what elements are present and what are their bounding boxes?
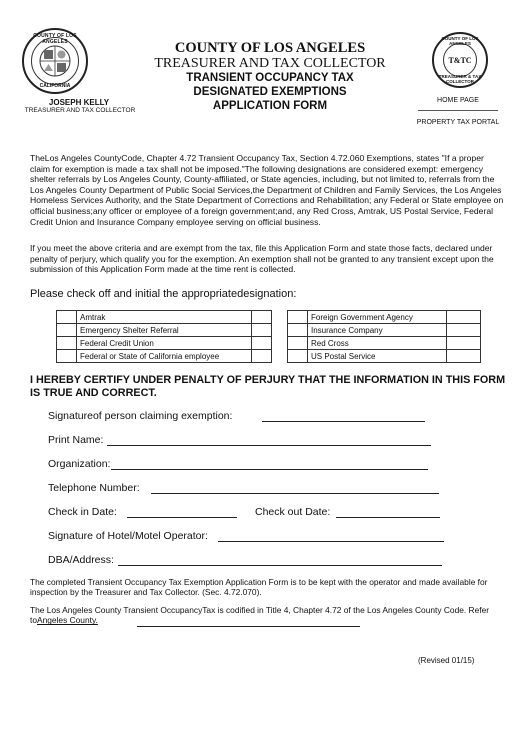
designation-checkbox[interactable] bbox=[57, 324, 77, 337]
hotel-signature-label: Signature of Hotel/Motel Operator: bbox=[48, 530, 208, 542]
county-name: COUNTY OF LOS ANGELES bbox=[174, 40, 366, 56]
organization-label: Organization: bbox=[48, 458, 111, 470]
designation-label: Foreign Government Agency bbox=[308, 311, 447, 324]
county-code-link[interactable]: Angeles County. bbox=[37, 615, 98, 626]
ttc-seal-center: T&TC bbox=[443, 43, 477, 77]
designation-initial-field[interactable] bbox=[252, 324, 272, 337]
hotel-signature-field[interactable] bbox=[218, 541, 444, 542]
table-row bbox=[57, 324, 272, 337]
ttc-seal-logo bbox=[432, 32, 488, 88]
designations-table-right bbox=[287, 310, 481, 363]
dba-address-field[interactable] bbox=[118, 565, 442, 566]
link-divider bbox=[418, 110, 498, 111]
table-row bbox=[57, 350, 272, 363]
designation-label: Amtrak bbox=[77, 311, 252, 324]
designation-initial-field[interactable] bbox=[447, 350, 481, 363]
signature-field[interactable] bbox=[262, 421, 425, 422]
check-in-label: Check in Date: bbox=[48, 506, 117, 518]
print-name-field[interactable] bbox=[107, 445, 431, 446]
designation-initial-field[interactable] bbox=[447, 324, 481, 337]
criteria-paragraph: If you meet the above criteria and are exempt from the tax, file this Application Form and state those facts, declared under penalty of perjury, which qualify you for the exemption. An exemption shall not be granted to any transient except upon the submission of this Application Form made at the time rent is collected. bbox=[30, 243, 494, 275]
table-row bbox=[288, 324, 481, 337]
revision-date: (Revised 01/15) bbox=[418, 656, 475, 665]
designation-initial-field[interactable] bbox=[447, 311, 481, 324]
department-name: TREASURER AND TAX COLLECTOR bbox=[154, 56, 386, 71]
designation-checkbox[interactable] bbox=[288, 350, 308, 363]
designations-table-left bbox=[56, 310, 272, 363]
telephone-label: Telephone Number: bbox=[48, 482, 140, 494]
seal-emblem-icon bbox=[38, 44, 72, 78]
link-underline bbox=[137, 626, 360, 627]
designation-checkbox[interactable] bbox=[288, 324, 308, 337]
organization-field[interactable] bbox=[111, 469, 428, 470]
designation-checkbox[interactable] bbox=[288, 337, 308, 350]
table-row bbox=[288, 337, 481, 350]
signature-label: Signatureof person claiming exemption: bbox=[48, 410, 233, 422]
county-seal-logo bbox=[22, 28, 88, 94]
designation-label: Emergency Shelter Referral bbox=[77, 324, 252, 337]
designation-checkbox[interactable] bbox=[57, 350, 77, 363]
check-out-field[interactable] bbox=[336, 517, 440, 518]
check-heading: Please check off and initial the appropriatedesignation: bbox=[30, 288, 297, 300]
table-row bbox=[57, 337, 272, 350]
telephone-field[interactable] bbox=[151, 493, 439, 494]
intro-paragraph: TheLos Angeles CountyCode, Chapter 4.72 Transient Occupancy Tax, Section 4.72.060 Exemptions, states "If a proper claim for exemption is made a tax shall not be imposed."The following designations are considered exempt: emergency shelter referrals by Los Angeles County, County-affiliated, or State agencies, including, but not limited to, referrals from the Los Angeles County Department of Public Social Services,the Department of Children and Family Services, the Los Angeles Homeless Services Authority, and the State Department of Corrections and Rehabilitation; any Federal or State employee on official business;any officer or employee of a foreign government;and, any Red Cross, Amtrak, US Postal Service, Federal Credit Union and Insurance Company employee serving on official business. bbox=[30, 153, 504, 227]
officer-name: JOSEPH KELLY bbox=[48, 98, 110, 107]
designation-label: Insurance Company bbox=[308, 324, 447, 337]
designation-initial-field[interactable] bbox=[252, 350, 272, 363]
table-row bbox=[288, 350, 481, 363]
check-in-field[interactable] bbox=[127, 517, 237, 518]
home-page-link[interactable]: HOME PAGE bbox=[437, 97, 479, 104]
table-row bbox=[288, 311, 481, 324]
designation-checkbox[interactable] bbox=[57, 337, 77, 350]
codified-note-text: The Los Angeles County Transient OccupancyTax is codified in Title 4, Chapter 4.72 of the Los Angeles County Code. Refer to bbox=[30, 605, 490, 626]
officer-title: TREASURER AND TAX COLLECTOR bbox=[24, 107, 136, 114]
form-title-line-1: TRANSIENT OCCUPANCY TAX bbox=[186, 72, 354, 84]
form-title-line-3: APPLICATION FORM bbox=[212, 100, 328, 112]
seal-ring-top-text: COUNTY OF LOS ANGELES bbox=[33, 33, 77, 45]
table-row bbox=[57, 311, 272, 324]
codified-note bbox=[30, 605, 508, 626]
designation-label: Federal or State of California employee bbox=[77, 350, 252, 363]
designation-initial-field[interactable] bbox=[252, 337, 272, 350]
ttc-seal-ring-bottom-text: TREASURER & TAX COLLECTOR bbox=[438, 74, 482, 84]
designation-label: Federal Credit Union bbox=[77, 337, 252, 350]
form-title-line-2: DESIGNATED EXEMPTIONS bbox=[193, 86, 347, 98]
ttc-seal-ring-top-text: COUNTY OF LOS ANGELES bbox=[441, 36, 479, 46]
designation-label: US Postal Service bbox=[308, 350, 447, 363]
certification-statement: I HEREBY CERTIFY UNDER PENALTY OF PERJURY THAT THE INFORMATION IN THIS FORM IS TRUE AND CORRECT. bbox=[30, 374, 506, 399]
retention-note: The completed Transient Occupancy Tax Exemption Application Form is to be kept with the operator and made available for inspection by the Treasurer and Tax Collector. (Sec. 4.72.070). bbox=[30, 577, 488, 598]
check-out-label: Check out Date: bbox=[255, 506, 331, 518]
dba-address-label: DBA/Address: bbox=[48, 554, 114, 566]
designation-initial-field[interactable] bbox=[252, 311, 272, 324]
print-name-label: Print Name: bbox=[48, 434, 104, 446]
designation-checkbox[interactable] bbox=[288, 311, 308, 324]
designation-label: Red Cross bbox=[308, 337, 447, 350]
property-tax-portal-link[interactable]: PROPERTY TAX PORTAL bbox=[416, 119, 500, 126]
seal-ring-bottom-text: CALIFORNIA bbox=[39, 83, 71, 89]
designation-initial-field[interactable] bbox=[447, 337, 481, 350]
designation-checkbox[interactable] bbox=[57, 311, 77, 324]
